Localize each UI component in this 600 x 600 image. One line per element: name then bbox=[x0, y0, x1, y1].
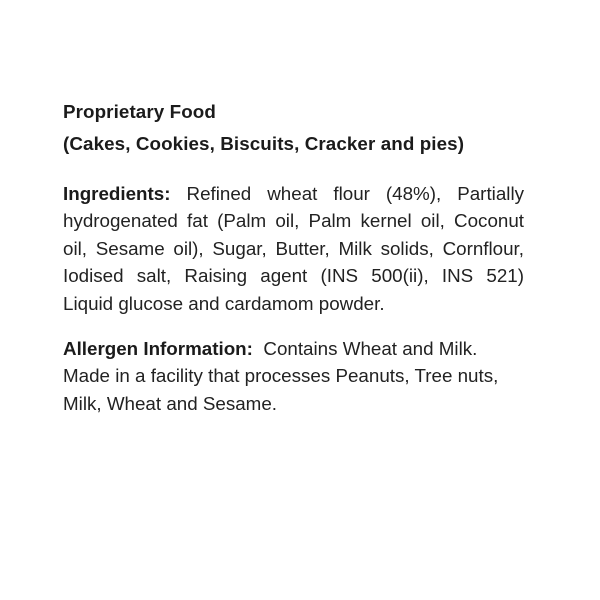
ingredients-heading: Ingredients: bbox=[63, 183, 171, 204]
ingredients-line: hydrogenated fat (Palm oil, Palm kernel oil, Coconut bbox=[63, 210, 524, 232]
ingredients-paragraph bbox=[63, 180, 524, 317]
allergen-paragraph bbox=[63, 335, 524, 417]
ingredients-line: oil, Sesame oil), Sugar, Butter, Milk solids, Cornflour, bbox=[63, 237, 524, 259]
food-label bbox=[63, 96, 524, 417]
allergen-line-text: Contains Wheat and Milk. bbox=[263, 338, 478, 360]
ingredients-line: Iodised salt, Raising agent (INS 500(ii), INS 521) bbox=[63, 265, 524, 287]
page-subtitle: (Cakes, Cookies, Biscuits, Cracker and pies) bbox=[63, 133, 465, 154]
allergen-line bbox=[63, 335, 524, 362]
allergen-line: Made in a facility that processes Peanuts, Tree nuts, bbox=[63, 365, 499, 387]
ingredients-line bbox=[63, 180, 524, 207]
page-title: Proprietary Food bbox=[63, 101, 216, 122]
allergen-line: Milk, Wheat and Sesame. bbox=[63, 392, 277, 414]
allergen-heading: Allergen Information: bbox=[63, 338, 253, 360]
ingredients-line: Liquid glucose and cardamom powder. bbox=[63, 292, 385, 314]
ingredients-line-text: Refined wheat flour (48%), Partially bbox=[186, 183, 525, 204]
